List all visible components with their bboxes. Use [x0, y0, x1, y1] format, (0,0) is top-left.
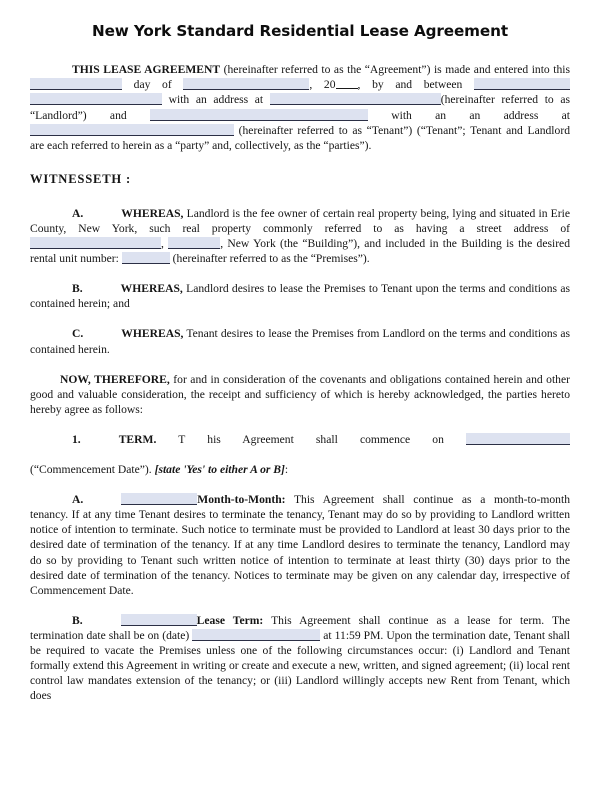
landlord-address-field[interactable] — [270, 93, 441, 105]
intro-text-3: , 20 — [309, 78, 336, 92]
intro-text-4: , by and between — [357, 78, 475, 92]
witnesseth-heading — [30, 172, 570, 187]
year-field[interactable] — [336, 78, 358, 89]
recital-a-text-3: , New York (the “Building”), and included in the Building is the desired rental unit number: — [30, 237, 570, 266]
section-1a-heading: Month-to-Month: — [197, 493, 286, 507]
now-therefore-paragraph — [30, 372, 570, 417]
intro-text-6: (hereinafter referred to as “Landlord”) and — [30, 93, 570, 122]
intro-text-7: with an an address at — [367, 108, 570, 122]
city-field[interactable] — [168, 237, 220, 249]
recital-c-text: Tenant desires to lease the Premises from Landlord on the terms and conditions as contained herein. — [30, 327, 570, 356]
recital-a-text-1: Landlord is the fee owner of certain real property being, lying and situated in Erie County, New York, such real property commonly referred to as having a street address of — [30, 206, 570, 235]
street-address-field[interactable] — [30, 237, 161, 249]
witnesseth-label: WITNESSETH : — [30, 171, 131, 186]
section-1-term — [30, 432, 570, 462]
termination-date-field[interactable] — [192, 629, 320, 641]
intro-paragraph — [30, 62, 570, 153]
section-1-number: 1. — [72, 432, 81, 446]
recital-a-lead: WHEREAS, — [121, 206, 184, 220]
month-to-month-yes-field[interactable] — [121, 493, 197, 505]
recital-b-lead: WHEREAS, — [120, 282, 183, 296]
section-1a-month-to-month — [30, 492, 570, 598]
recital-b — [30, 281, 570, 311]
tenant-name-field[interactable] — [150, 109, 368, 121]
section-1-instruction: [state 'Yes' to either A or B] — [154, 463, 285, 477]
day-field[interactable] — [30, 78, 122, 90]
recital-a-text-2: , — [161, 237, 169, 251]
recital-a-text-4: (hereinafter referred to as the “Premises”). — [169, 252, 370, 266]
section-1-text-3: : — [284, 463, 289, 477]
document-body — [30, 62, 570, 703]
recital-c-lead: WHEREAS, — [121, 327, 184, 341]
section-1a-letter: A. — [72, 493, 84, 507]
section-1-text-1: T his Agreement shall commence on — [156, 432, 466, 446]
recital-a-letter: A. — [72, 206, 84, 220]
page-title: New York Standard Residential Lease Agreement — [92, 22, 508, 40]
section-1b-letter: B. — [72, 613, 83, 627]
intro-text-5: with an address at — [162, 93, 270, 107]
lease-term-yes-field[interactable] — [121, 614, 197, 626]
unit-number-field[interactable] — [122, 252, 170, 264]
document-page — [0, 22, 600, 792]
section-1b-text-1: This Agreement shall continue as a lease for term. The termination date shall be on (date) — [30, 613, 570, 642]
recital-c — [30, 326, 570, 356]
recital-c-letter: C. — [72, 327, 84, 341]
intro-text-1: (hereinafter referred to as the “Agreement”) is made and entered into this — [220, 63, 570, 77]
now-therefore-lead: NOW, THEREFORE, — [60, 372, 170, 386]
section-1a-text: This Agreement shall continue as a month-to-month tenancy. If at any time Tenant desires to terminate the tenancy, Tenant may do so by providing to Landlord written notice of intention to terminate. Such notice to terminate must be provided to Landlord at least 30 days prior to the desired date of termination of the tenancy. If at any time Landlord desires to terminate the tenancy, Landlord may do so by providing to Tenant such written notice of intention to terminate at least thirty (30) days prior to the desired date of termination of the tenancy. Notices to terminate may be given on any calendar day, irrespective of Commencement Date. — [30, 493, 570, 597]
landlord-name-field[interactable] — [474, 78, 570, 90]
now-therefore-text: for and in consideration of the covenants and obligations contained herein and other good and valuable consideration, the receipt and sufficiency of which is hereby acknowledged, the parties hereto hereby agree as follows: — [30, 372, 570, 416]
intro-lead: THIS LEASE AGREEMENT — [72, 63, 221, 77]
recital-b-text: Landlord desires to lease the Premises to Tenant upon the terms and conditions as contained herein; and — [30, 282, 570, 311]
recital-a — [30, 206, 570, 266]
section-1-heading: TERM. — [118, 432, 157, 446]
section-1b-text-2: at 11:59 PM. Upon the termination date, Tenant shall be required to vacate the Premises unless one of the following circumstances occur: (i) Landlord and Tenant formally extend this Agreement in writing or create and execute a new, written, and signed agreement; (ii) local rent control law mandates extension of the tenancy; or (iii) Landlord willingly accepts new Rent from Tenant, which does — [30, 628, 570, 703]
intro-text-8: (hereinafter referred to as “Tenant”) (“Tenant”; Tenant and Landlord are each referred to herein as a “party” and, collectively, as the “parties”). — [30, 123, 570, 152]
section-1b-lease-term — [30, 613, 570, 704]
landlord-name-field-continued[interactable] — [30, 93, 162, 105]
section-1-term-line2 — [30, 462, 570, 477]
commencement-date-field[interactable] — [466, 433, 570, 445]
intro-text-2: day of — [122, 78, 184, 92]
month-field[interactable] — [183, 78, 309, 90]
recital-b-letter: B. — [72, 282, 83, 296]
section-1-text-2: (“Commencement Date”). — [30, 463, 155, 477]
section-1b-heading: Lease Term: — [196, 613, 264, 627]
tenant-address-field[interactable] — [30, 124, 234, 136]
